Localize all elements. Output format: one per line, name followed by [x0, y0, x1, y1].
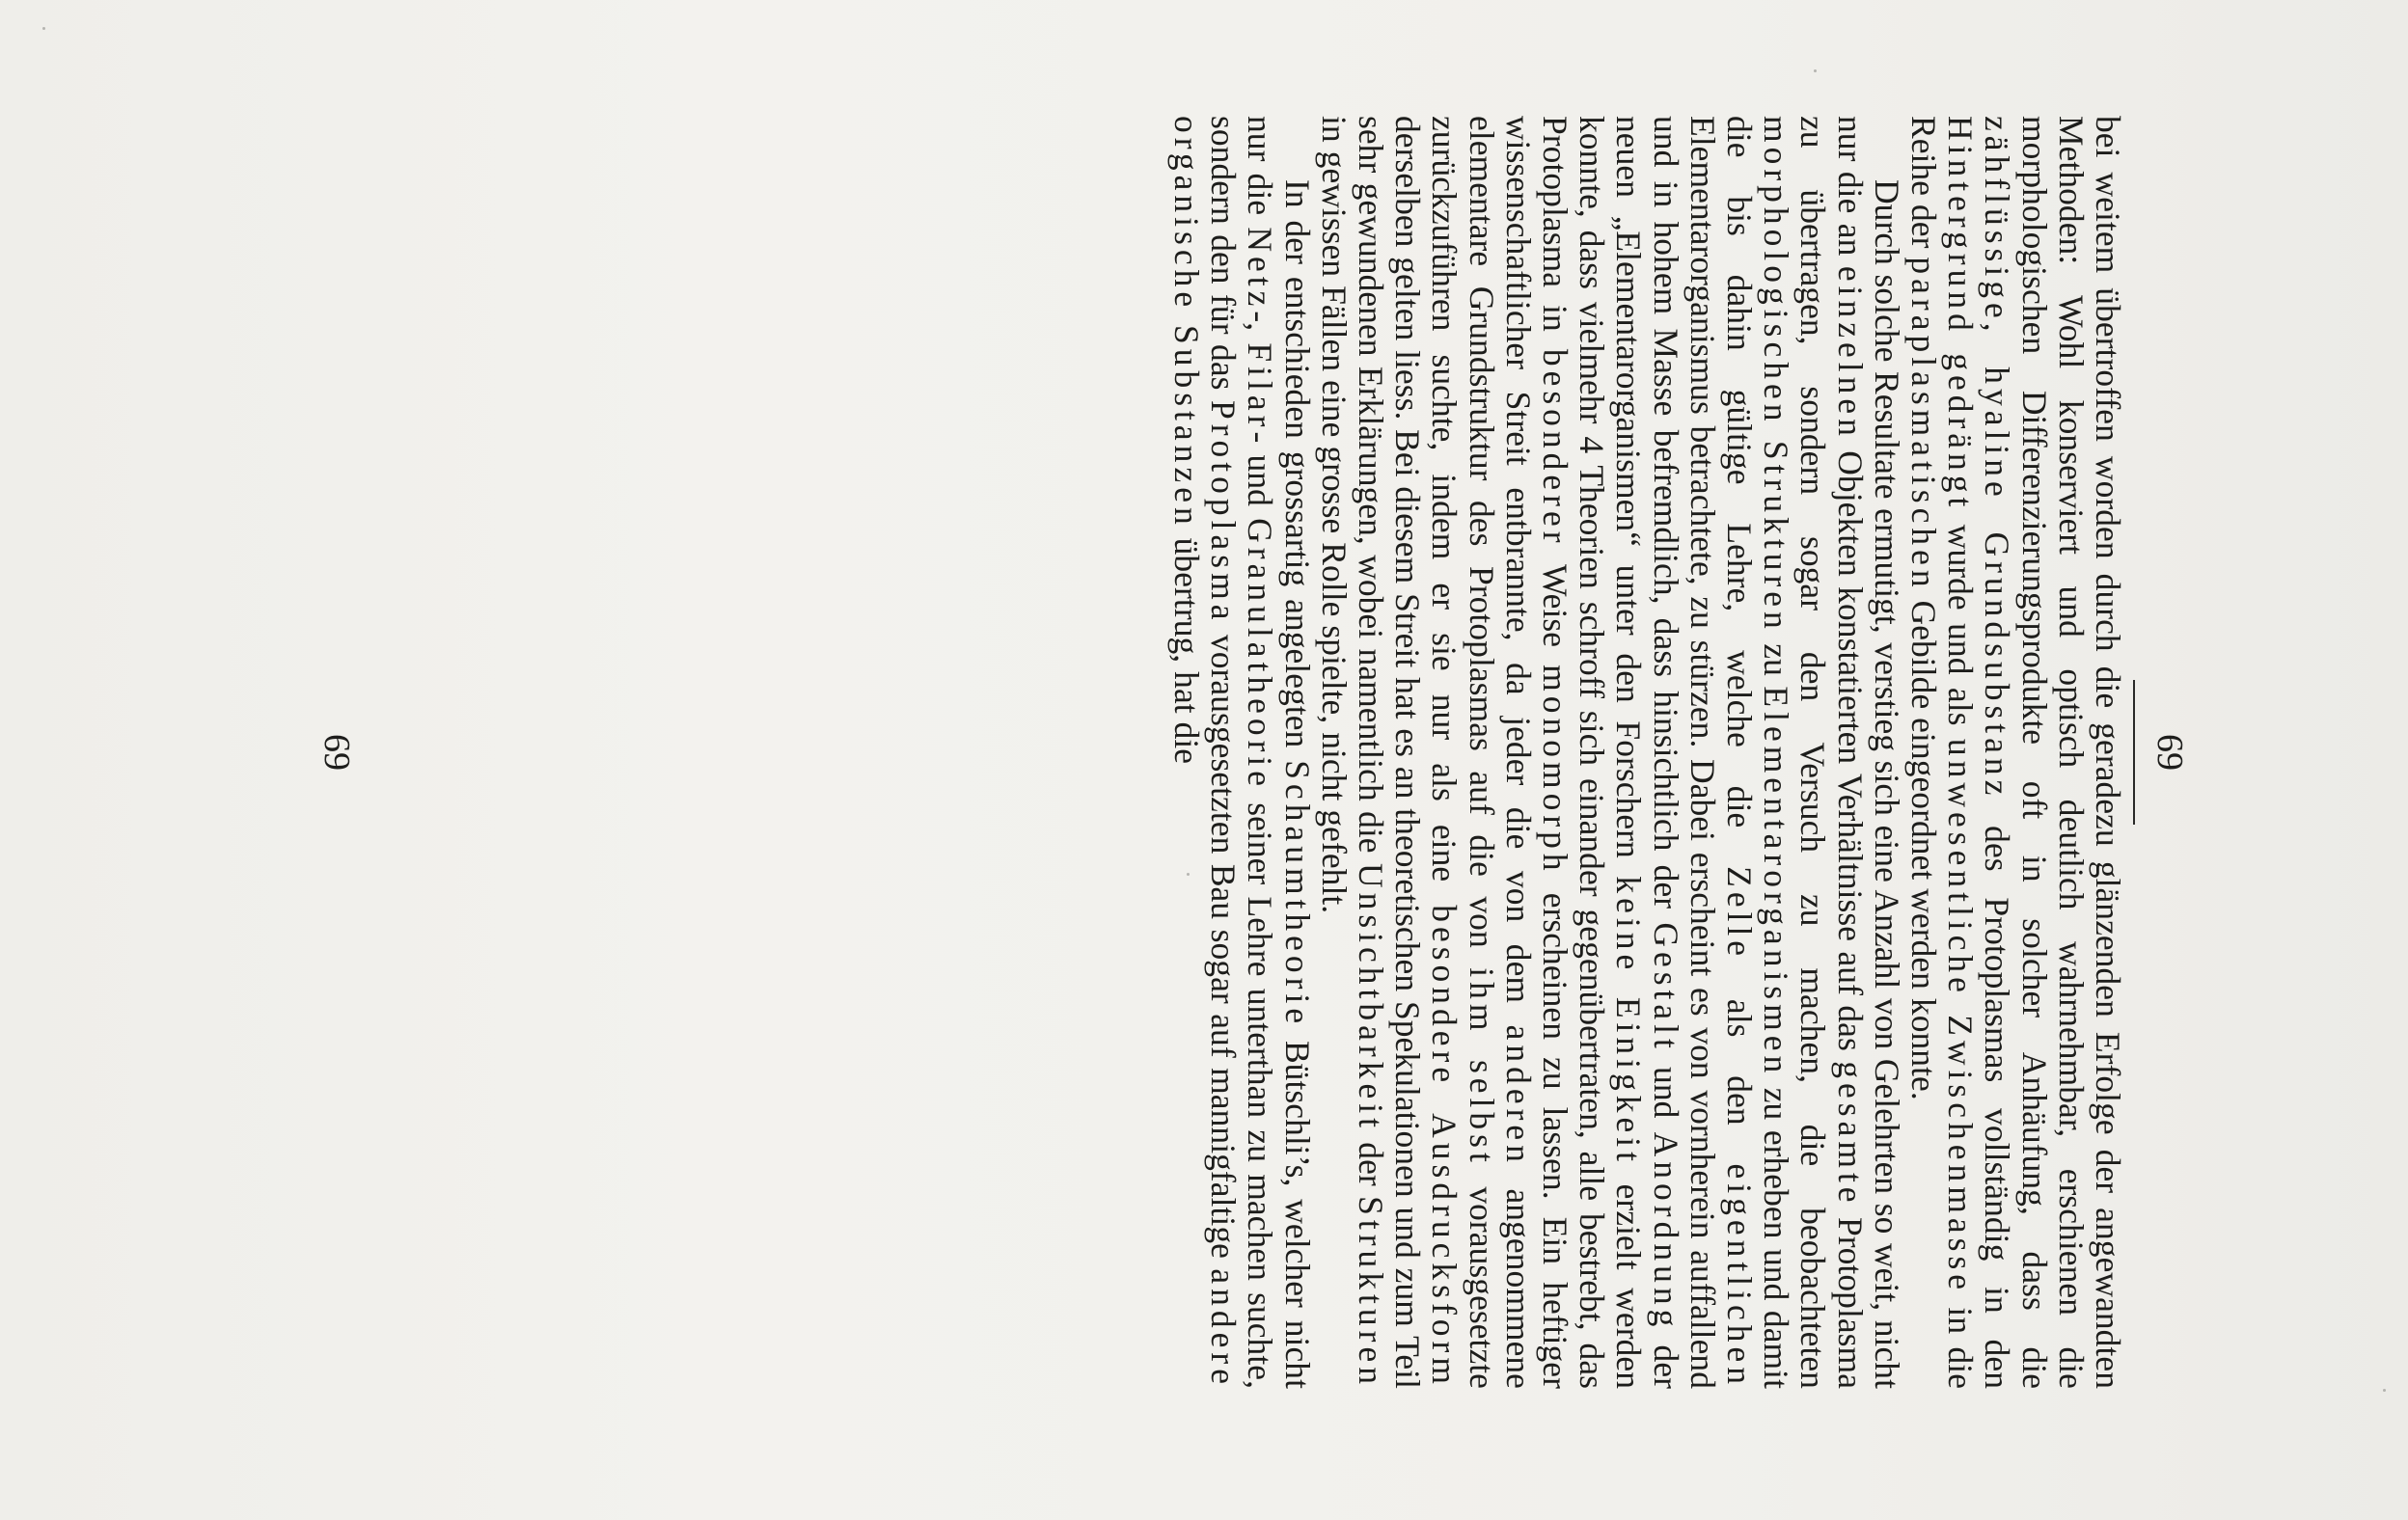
text-run: wurde und als: [1941, 511, 1981, 739]
spaced-emphasis: keine Einigkeit: [1609, 876, 1649, 1166]
body-text: [1168, 116, 2126, 1389]
text-run: zu erheben und damit die bis dahin gültige Lehre, welche die: [1719, 116, 1796, 1389]
spaced-emphasis: morphologischen Strukturen: [1757, 116, 1796, 634]
spaced-emphasis: paraplasmatischen: [1903, 257, 1943, 592]
text-run: übertrug, hat die: [1166, 529, 1206, 765]
spaced-emphasis: anderen: [1498, 1024, 1538, 1167]
scan-speck: [1187, 873, 1190, 876]
text-run: der neuen „Elementarorganismen“ unter den Forschern: [1609, 116, 1685, 1390]
spaced-emphasis: Protoplasma: [1204, 399, 1244, 625]
spaced-emphasis: Anordnung: [1646, 1131, 1685, 1332]
text-run: Gebilde eingeordnet werden konnte.: [1903, 591, 1943, 1100]
spaced-emphasis: Netz: [1241, 227, 1280, 312]
paragraph: [1316, 116, 1905, 1389]
spaced-emphasis: ihm selbst: [1462, 967, 1501, 1167]
text-run: in gewissen Fällen eine grosse Rolle spielte, nicht gefehlt.: [1314, 116, 1354, 914]
text-run: Durch solche Resultate ermutigt, verstieg sich eine Anzahl von Gelehrten so weit, nicht nur die an: [1830, 116, 1906, 1389]
running-head-rule: [2133, 680, 2135, 825]
spaced-emphasis: zähflüssige, hyaline Grundsubstanz: [1978, 116, 2017, 801]
text-run: Elementarorganismus betrachtete, zu stürzen. Dabei erscheint es von vornherein auffallend und in hohem Masse befremdlich, dass hinsichtlich der: [1646, 116, 1722, 1389]
text-run: des Protoplasmas vollständig in den: [1978, 800, 2017, 1389]
text-run: und: [1646, 1052, 1685, 1132]
running-head-page-number: 69: [2149, 734, 2190, 771]
text-run: Objekten konstatierten Verhältnisse auf das: [1830, 440, 1870, 1062]
text-run: Protoplasma zu übertragen, sondern sogar den Versuch zu machen, die beobachteten: [1793, 116, 1870, 1390]
spaced-emphasis: besonderer: [1535, 348, 1574, 548]
text-run: seiner Lehre unterthan zu machen suchte, sondern den für das: [1204, 116, 1280, 1390]
text-run: - und: [1241, 431, 1280, 519]
scan-speck: [42, 27, 45, 30]
spaced-emphasis: Gestalt: [1646, 922, 1685, 1053]
text-run: Weise: [1535, 547, 1574, 665]
spaced-emphasis: Zelle: [1719, 866, 1759, 962]
text-run: vorausgesetzten Bau sogar auf mannigfaltige: [1204, 624, 1244, 1269]
text-run: -,: [1241, 311, 1280, 343]
text-run: zu: [1757, 633, 1796, 687]
text-run: Bütschli’s, welcher nicht nur die: [1241, 116, 1317, 1389]
spaced-emphasis: Filar: [1241, 342, 1280, 432]
spaced-emphasis: Schaumtheorie: [1277, 760, 1317, 1029]
text-run: derselben gelten liess. Bei diesem Streit hat es an theoretischen Spekulationen und zum Teil sehr gewundenen Erklärungen, wobei namentlich die: [1351, 116, 1428, 1389]
spaced-emphasis: andere organische Substanzen: [1166, 116, 1244, 1389]
text-run: In der entschieden grossartig angelegten: [1277, 179, 1317, 761]
text-run: bei weitem übertroffen worden durch die geradezu glänzenden Erfolge der angewandten Methoden: Wohl konserviert und optisch deutlich wahrnehmbar, erschienen die morphologischen Differenzierungsprodukte oft in solcher Anhäufung, dass die: [2014, 116, 2127, 1389]
spaced-emphasis: einzelnen: [1830, 265, 1870, 441]
rotated-text-block: [205, 116, 2192, 1389]
paragraph: [1905, 116, 2126, 1389]
text-run: als den: [1719, 961, 1759, 1164]
spaced-emphasis: eigentlichen: [1719, 1163, 1759, 1389]
spaced-emphasis: Granulatheorie: [1241, 518, 1280, 792]
scan-speck: [2383, 1389, 2386, 1392]
spaced-emphasis: Hintergrund gedrängt: [1941, 116, 1981, 512]
spaced-emphasis: gesamte: [1830, 1061, 1870, 1208]
text-run: angenommene elementare Grundstruktur des Protoplasmas auf die von: [1462, 116, 1538, 1389]
text-run: vorausgesetzte zurückzuführen suchte, indem er sie nur als eine: [1425, 116, 1501, 1389]
scan-speck: [1814, 69, 1817, 72]
text-run: erscheinen zu lassen. Ein heftiger wissenschaftlicher Streit entbrannte, da jeder die von dem: [1498, 116, 1574, 1389]
spaced-emphasis: besondere Ausdrucksform: [1425, 905, 1464, 1389]
spaced-emphasis: Unsichtbarkeit: [1351, 862, 1390, 1132]
spaced-emphasis: monomorph: [1535, 665, 1574, 876]
text-run: erzielt werden konnte, dass vielmehr 4 Theorien schroff sich einander gegenübertraten, alle bestrebt, das Protoplasma in: [1535, 116, 1649, 1389]
spaced-emphasis: unwesentliche Zwischenmasse: [1941, 738, 1981, 1295]
text-run: der: [1351, 1131, 1390, 1197]
spaced-emphasis: Elementarorganismen: [1757, 686, 1796, 1078]
running-head: [2134, 116, 2192, 1389]
paragraph: [1168, 116, 1316, 1389]
spaced-emphasis: Strukturen: [1351, 1196, 1390, 1389]
text-run: in die Reihe der: [1903, 116, 1981, 1390]
folio-page-number: 69: [316, 734, 357, 771]
